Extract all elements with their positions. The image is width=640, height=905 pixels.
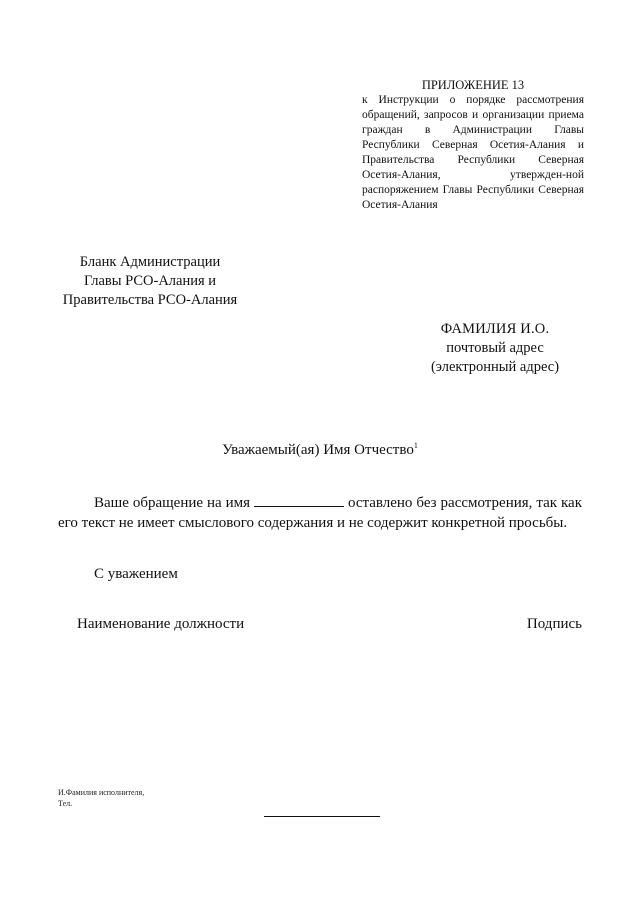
body-text-end: оставлено без рассмотрения, так как его текст не имеет смыслового содержания и не содержит конкретной просьбы. — [58, 495, 582, 531]
footnote-separator — [264, 816, 380, 817]
greeting — [0, 441, 640, 460]
annex-title: ПРИЛОЖЕНИЕ 13 — [421, 78, 525, 92]
addressee-name: ФАМИЛИЯ И.О. — [440, 321, 550, 337]
executor-name: И.Фамилия исполнителя, — [58, 788, 145, 797]
greeting-text: Уважаемый(ая) Имя Отчество — [222, 442, 414, 458]
addressee-block — [410, 320, 580, 377]
letter-body — [58, 492, 582, 533]
body-text-start: Ваше обращение на имя — [94, 495, 251, 511]
annex-text: к Инструкции о порядке рассмотрения обращений, запросов и организации приема граждан в Администрации Главы Республики Северная Осетия-Алания и Правительства Республики Северная Осетия-Алания, утвержден-ной распоряжением Главы Республики Северная Осетия-Алания — [362, 94, 584, 211]
footnote-mark: 1 — [413, 441, 418, 450]
annex-block — [362, 78, 584, 213]
letterhead-line: Правительства РСО-Алания — [62, 292, 238, 308]
executor-phone: Тел. — [58, 799, 73, 808]
addressee-postal: почтовый адрес — [446, 340, 544, 356]
executor-block — [58, 787, 144, 809]
signature-label: Подпись — [526, 616, 582, 632]
addressee-email: (электронный адрес) — [430, 359, 560, 375]
letterhead-line: Бланк Администрации — [79, 254, 221, 270]
regards: С уважением — [94, 566, 178, 582]
position-title: Наименование должности — [77, 616, 245, 632]
name-blank-line — [254, 492, 344, 507]
letterhead-line: Главы РСО-Алания и — [83, 273, 217, 289]
letterhead-blank — [55, 253, 245, 310]
